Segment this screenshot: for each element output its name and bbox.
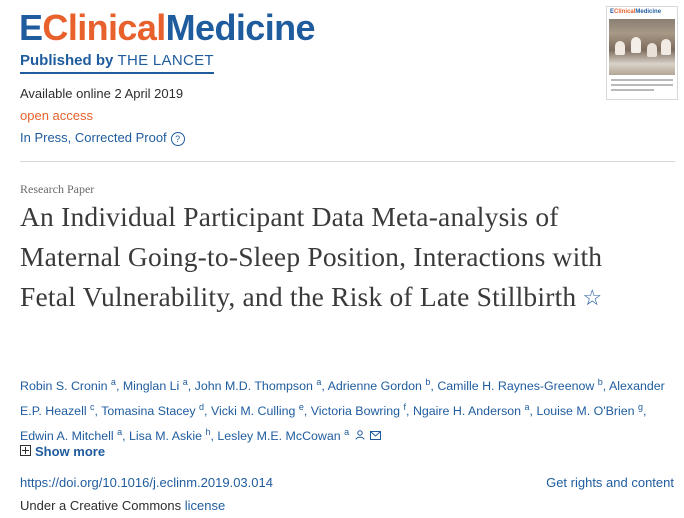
author-link[interactable]: Victoria Bowring $^f$ <box>310 402 407 419</box>
license-prefix: Under a Creative Commons <box>20 498 185 513</box>
get-rights-link[interactable]: Get rights and content <box>546 475 674 490</box>
author-list: Robin S. Cronin $^a$, Minglan Li $^a$, John M.D. Thompson $^a$, Adrienne Gordon $^b$, Camille H. Raynes-Greenow $^b$, Alexander E.P. Heazell $^c$, Tomasina Stacey $^d$, Vicki M. Culling $^e$, Victoria Bowring $^f$, Ngaire H. Anderson $^a$, Louise M. O'Brien $^g$, Edwin A. Mitchell $^a$, Lisa M. Askie $^h$, Lesley M.E. McCowan $^a$ <box>20 372 680 448</box>
open-access-badge: open access <box>20 108 93 123</box>
published-by-label: Published by <box>20 52 114 69</box>
journal-logo[interactable] <box>19 8 315 48</box>
logo-e: E <box>19 7 43 48</box>
person-icon[interactable] <box>355 427 365 448</box>
author-link[interactable]: Lesley M.E. McCowan $^a$ <box>217 427 350 444</box>
journal-cover-thumbnail[interactable] <box>606 6 678 100</box>
article-title-text: An Individual Participant Data Meta-analysis of Maternal Going-to-Sleep Position, Interactions with Fetal Vulnerability, and the Risk of Late Stillbirth <box>20 201 603 312</box>
cover-figure <box>615 41 625 55</box>
show-more-toggle[interactable] <box>20 444 105 459</box>
author-link[interactable]: Alexander E.P. Heazell $^c$ <box>20 379 665 419</box>
author-link[interactable]: Ngaire H. Anderson $^a$ <box>412 402 530 419</box>
cover-photo <box>609 19 675 75</box>
author-link[interactable]: Lisa M. Askie $^h$ <box>129 427 211 444</box>
article-type: Research Paper <box>20 182 95 196</box>
in-press-status[interactable] <box>20 130 185 146</box>
cover-figure <box>647 43 657 57</box>
publisher-line[interactable] <box>20 52 214 74</box>
license-link[interactable]: license <box>184 498 226 513</box>
author-link[interactable]: Adrienne Gordon $^b$ <box>327 377 431 394</box>
author-link[interactable]: Louise M. O'Brien $^g$ <box>536 402 643 419</box>
article-title <box>20 197 665 318</box>
show-more-label: Show more <box>35 444 106 459</box>
cover-title-medicine: Medicine <box>635 9 662 15</box>
cover-figure <box>631 37 641 53</box>
author-link[interactable]: Vicki M. Culling $^e$ <box>210 402 304 419</box>
help-icon[interactable]: ? <box>171 132 185 146</box>
cover-title <box>607 7 677 16</box>
license-line <box>20 498 225 513</box>
cover-title-e: E <box>610 9 615 15</box>
author-link[interactable]: Tomasina Stacey $^d$ <box>101 402 205 419</box>
in-press-label: In Press, Corrected Proof <box>20 130 167 145</box>
publisher-name: THE LANCET <box>117 52 214 69</box>
author-link[interactable]: Minglan Li $^a$ <box>122 377 188 394</box>
cover-title-clinical: Clinical <box>614 9 636 15</box>
plus-icon <box>20 445 31 456</box>
logo-medicine: Medicine <box>165 7 315 48</box>
author-link[interactable]: John M.D. Thompson $^a$ <box>194 377 322 394</box>
author-link[interactable]: Camille H. Raynes-Greenow $^b$ <box>437 377 603 394</box>
logo-clinical: Clinical <box>42 7 166 48</box>
envelope-icon[interactable] <box>370 427 381 448</box>
star-icon[interactable]: ☆ <box>582 285 603 310</box>
cover-text-lines <box>611 79 673 94</box>
doi-link[interactable]: https://doi.org/10.1016/j.eclinm.2019.03.014 <box>20 475 273 490</box>
author-link[interactable]: Edwin A. Mitchell $^a$ <box>20 427 123 444</box>
cover-figure <box>661 39 671 55</box>
available-online-date: Available online 2 April 2019 <box>20 86 184 101</box>
divider <box>20 161 675 162</box>
author-link[interactable]: Robin S. Cronin $^a$ <box>20 377 116 394</box>
